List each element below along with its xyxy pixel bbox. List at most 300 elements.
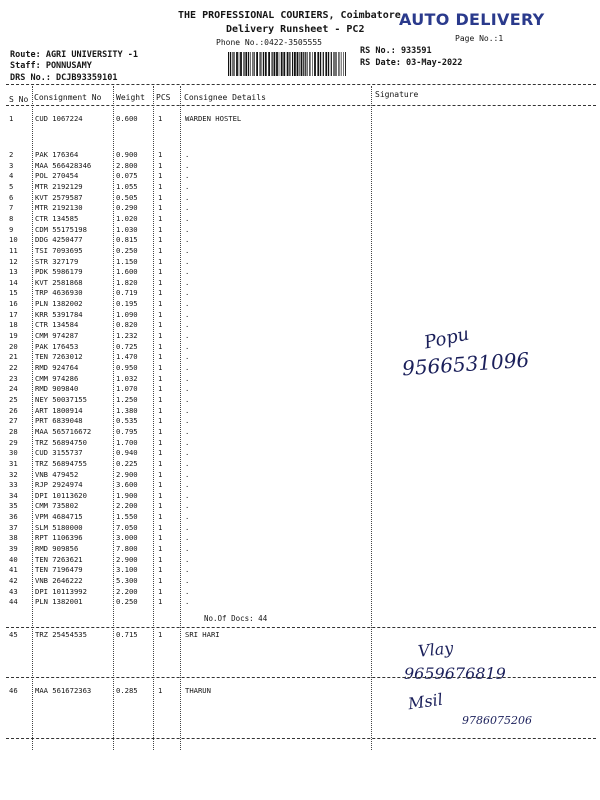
row-details: . (185, 469, 190, 479)
row-consignment: ART 1800914 (35, 405, 83, 415)
row-sno: 24 (9, 384, 18, 394)
row-consignment: MTR 2192129 (35, 181, 83, 191)
row-pcs: 1 (158, 394, 163, 404)
row-details: . (185, 192, 190, 202)
staff-label: Staff: PONNUSAMY (10, 61, 92, 71)
row-consignment: KVT 2581868 (35, 277, 83, 287)
row-details: . (185, 363, 190, 372)
row-consignment: NEY 50037155 (35, 394, 87, 404)
table-row (0, 193, 600, 204)
signature-phone: 9786075206 (462, 714, 532, 727)
row-consignment: VPM 4684715 (35, 512, 83, 522)
row-sno: 23 (9, 373, 18, 383)
table-row (0, 565, 600, 576)
row-pcs: 1 (158, 458, 163, 468)
row-weight: 5.300 (116, 576, 138, 585)
row-details: . (185, 448, 190, 458)
group-divider (6, 677, 596, 678)
row-details: . (185, 426, 190, 436)
row-sno: 19 (9, 331, 18, 341)
row-consignment: DPI 10113620 (35, 490, 87, 500)
row-consignment: CDM 55175198 (35, 224, 87, 234)
row-weight: 0.250 (116, 245, 138, 255)
row-details: . (185, 288, 190, 298)
row-weight: 0.505 (116, 192, 138, 202)
row-sno: 16 (9, 299, 18, 309)
row-consignment: DPI 10113992 (35, 586, 87, 596)
table-row (0, 597, 600, 608)
row-details: . (185, 533, 190, 543)
row-details: . (185, 150, 190, 159)
signature-name: Vlay (417, 638, 455, 661)
row-pcs: 1 (158, 469, 163, 479)
table-row (0, 491, 600, 502)
table-row (0, 374, 600, 385)
row-pcs: 1 (158, 522, 163, 532)
table-row (0, 406, 600, 417)
row-consignment: POL 270454 (35, 171, 79, 181)
row-details: SRI HARI (185, 630, 220, 639)
row-pcs: 1 (158, 277, 163, 287)
row-weight: 3.000 (116, 533, 138, 543)
row-sno: 44 (9, 597, 18, 607)
row-pcs: 1 (158, 576, 163, 585)
row-pcs: 1 (158, 437, 163, 447)
table-row (0, 427, 600, 438)
row-sno: 34 (9, 490, 18, 500)
col-signature: Signature (375, 90, 419, 99)
page-number: Page No.:1 (455, 34, 504, 43)
row-weight: 2.200 (116, 501, 138, 511)
table-row (0, 470, 600, 481)
row-consignment: CUD 3155737 (35, 448, 83, 458)
table-row (0, 587, 600, 598)
row-consignment: VNB 479452 (35, 469, 79, 479)
row-weight: 1.470 (116, 352, 138, 362)
row-pcs: 1 (158, 416, 163, 426)
table-row (0, 459, 600, 470)
row-consignment: TEN 7263621 (35, 554, 83, 564)
table-row (0, 686, 600, 697)
row-consignment: CMM 974286 (35, 373, 79, 383)
row-pcs: 1 (158, 245, 163, 255)
row-details: . (185, 501, 190, 511)
table-row (0, 512, 600, 523)
row-consignment: TEN 7263012 (35, 352, 83, 362)
row-details: . (185, 373, 190, 383)
row-pcs: 1 (158, 405, 163, 415)
row-sno: 22 (9, 363, 18, 372)
table-row (0, 416, 600, 427)
row-sno: 4 (9, 171, 14, 181)
table-row (0, 267, 600, 278)
drs-number: DRS No.: DCJB93359101 (10, 73, 118, 83)
row-weight: 1.550 (116, 512, 138, 522)
group-divider (6, 627, 596, 628)
row-consignment: CMM 974287 (35, 331, 79, 341)
col-details: Consignee Details (184, 93, 266, 102)
table-row (0, 395, 600, 406)
row-details: . (185, 341, 190, 351)
header-divider (6, 84, 596, 85)
row-details: . (185, 394, 190, 404)
row-pcs: 1 (158, 171, 163, 181)
company-name: THE PROFESSIONAL COURIERS, Coimbatore (178, 10, 401, 21)
row-details: WARDEN HOSTEL (185, 114, 242, 123)
row-weight: 0.725 (116, 341, 138, 351)
row-pcs: 1 (158, 150, 163, 159)
signature-phone: 9566531096 (401, 347, 530, 381)
row-pcs: 1 (158, 224, 163, 234)
table-row (0, 501, 600, 512)
row-consignment: CTR 134585 (35, 213, 79, 223)
row-pcs: 1 (158, 299, 163, 309)
row-sno: 32 (9, 469, 18, 479)
row-details: . (185, 203, 190, 213)
row-pcs: 1 (158, 373, 163, 383)
row-pcs: 1 (158, 288, 163, 298)
table-row (0, 299, 600, 310)
row-details: . (185, 544, 190, 554)
rs-date: RS Date: 03-May-2022 (360, 58, 463, 68)
row-consignment: VNB 2646222 (35, 576, 83, 585)
row-details: . (185, 522, 190, 532)
row-weight: 1.232 (116, 331, 138, 341)
row-sno: 12 (9, 256, 18, 266)
row-details: . (185, 512, 190, 522)
row-weight: 1.900 (116, 490, 138, 500)
route-label: Route: AGRI UNIVERSITY -1 (10, 50, 138, 60)
row-pcs: 1 (158, 544, 163, 554)
row-weight: 0.250 (116, 597, 138, 607)
table-row (0, 288, 600, 299)
row-consignment: TSI 7093695 (35, 245, 83, 255)
row-sno: 20 (9, 341, 18, 351)
row-pcs: 1 (158, 114, 163, 123)
row-consignment: DDG 4250477 (35, 235, 83, 245)
row-weight: 1.020 (116, 213, 138, 223)
row-weight: 7.050 (116, 522, 138, 532)
row-consignment: RMD 924764 (35, 363, 79, 372)
row-consignment: MTR 2192130 (35, 203, 83, 213)
row-details: . (185, 565, 190, 575)
row-pcs: 1 (158, 341, 163, 351)
row-consignment: CUD 1067224 (35, 114, 83, 123)
table-row (0, 225, 600, 236)
row-sno: 41 (9, 565, 18, 575)
row-consignment: KRR 5391784 (35, 309, 83, 319)
table-row (0, 114, 600, 125)
row-weight: 0.535 (116, 416, 138, 426)
row-weight: 1.090 (116, 309, 138, 319)
row-pcs: 1 (158, 565, 163, 575)
row-details: . (185, 309, 190, 319)
row-pcs: 1 (158, 309, 163, 319)
row-sno: 45 (9, 630, 18, 639)
row-sno: 26 (9, 405, 18, 415)
row-details: . (185, 299, 190, 309)
row-consignment: RMD 909840 (35, 384, 79, 394)
table-row (0, 555, 600, 566)
row-sno: 6 (9, 192, 14, 202)
row-consignment: KVT 2579587 (35, 192, 83, 202)
col-pcs: PCS (156, 93, 171, 102)
row-consignment: TRZ 25454535 (35, 630, 87, 639)
row-details: . (185, 213, 190, 223)
table-row (0, 480, 600, 491)
row-consignment: MAA 566428346 (35, 160, 92, 170)
row-weight: 0.795 (116, 426, 138, 436)
row-sno: 10 (9, 235, 18, 245)
row-sno: 36 (9, 512, 18, 522)
barcode-image (228, 52, 346, 76)
row-sno: 39 (9, 544, 18, 554)
row-consignment: SLM 5180000 (35, 522, 83, 532)
rs-number: RS No.: 933591 (360, 46, 432, 56)
row-pcs: 1 (158, 213, 163, 223)
table-row (0, 630, 600, 641)
row-pcs: 1 (158, 352, 163, 362)
docs-count: No.Of Docs: 44 (204, 614, 268, 623)
row-pcs: 1 (158, 490, 163, 500)
row-sno: 11 (9, 245, 18, 255)
row-sno: 31 (9, 458, 18, 468)
row-details: . (185, 267, 190, 277)
row-weight: 3.600 (116, 480, 138, 490)
row-sno: 7 (9, 203, 14, 213)
row-consignment: RPT 1106396 (35, 533, 83, 543)
row-consignment: TRZ 56894755 (35, 458, 87, 468)
table-row (0, 182, 600, 193)
row-details: . (185, 171, 190, 181)
row-details: . (185, 224, 190, 234)
table-row (0, 171, 600, 182)
row-consignment: CMM 735802 (35, 501, 79, 511)
table-row (0, 278, 600, 289)
row-weight: 0.950 (116, 363, 138, 372)
column-header-divider (6, 105, 596, 106)
row-details: . (185, 181, 190, 191)
row-weight: 0.940 (116, 448, 138, 458)
row-pcs: 1 (158, 160, 163, 170)
row-weight: 1.055 (116, 181, 138, 191)
row-weight: 1.150 (116, 256, 138, 266)
table-row (0, 257, 600, 268)
row-pcs: 1 (158, 554, 163, 564)
row-sno: 15 (9, 288, 18, 298)
row-consignment: RMD 909856 (35, 544, 79, 554)
row-weight: 0.285 (116, 686, 138, 695)
row-weight: 0.815 (116, 235, 138, 245)
row-sno: 30 (9, 448, 18, 458)
table-row (0, 533, 600, 544)
row-details: . (185, 490, 190, 500)
row-sno: 5 (9, 181, 14, 191)
row-pcs: 1 (158, 363, 163, 372)
row-pcs: 1 (158, 533, 163, 543)
row-consignment: PLN 1382001 (35, 597, 83, 607)
row-weight: 2.200 (116, 586, 138, 596)
col-sno: S No (9, 95, 29, 104)
row-sno: 9 (9, 224, 14, 234)
row-weight: 2.800 (116, 160, 138, 170)
row-pcs: 1 (158, 512, 163, 522)
row-details: . (185, 277, 190, 287)
row-pcs: 1 (158, 256, 163, 266)
row-details: . (185, 235, 190, 245)
row-sno: 25 (9, 394, 18, 404)
row-consignment: RJP 2924974 (35, 480, 83, 490)
row-details: . (185, 352, 190, 362)
row-details: . (185, 416, 190, 426)
table-row (0, 331, 600, 342)
col-weight: Weight (116, 93, 145, 102)
table-row (0, 523, 600, 534)
row-sno: 17 (9, 309, 18, 319)
row-details: . (185, 586, 190, 596)
row-sno: 8 (9, 213, 14, 223)
row-details: . (185, 160, 190, 170)
row-sno: 28 (9, 426, 18, 436)
table-row (0, 203, 600, 214)
row-consignment: TRZ 56894750 (35, 437, 87, 447)
row-sno: 1 (9, 114, 14, 123)
table-row (0, 235, 600, 246)
signature-name: Popu (422, 323, 472, 354)
row-pcs: 1 (158, 448, 163, 458)
row-details: . (185, 405, 190, 415)
row-pcs: 1 (158, 235, 163, 245)
row-sno: 3 (9, 160, 14, 170)
table-row (0, 438, 600, 449)
row-consignment: PRT 6839048 (35, 416, 83, 426)
col-consignment: Consignment No (34, 93, 102, 102)
row-details: . (185, 480, 190, 490)
row-details: . (185, 245, 190, 255)
row-consignment: PLN 1382002 (35, 299, 83, 309)
table-row (0, 150, 600, 161)
table-row (0, 448, 600, 459)
row-weight: 1.380 (116, 405, 138, 415)
row-details: . (185, 320, 190, 330)
row-sno: 35 (9, 501, 18, 511)
table-row (0, 544, 600, 555)
phone-number: Phone No.:0422-3505555 (216, 38, 322, 47)
row-weight: 1.030 (116, 224, 138, 234)
row-sno: 37 (9, 522, 18, 532)
row-weight: 0.225 (116, 458, 138, 468)
row-weight: 7.800 (116, 544, 138, 554)
row-consignment: TRP 4636930 (35, 288, 83, 298)
row-weight: 0.600 (116, 114, 138, 123)
row-sno: 38 (9, 533, 18, 543)
row-sno: 14 (9, 277, 18, 287)
row-weight: 3.100 (116, 565, 138, 575)
row-consignment: MAA 565716672 (35, 426, 92, 436)
row-details: . (185, 437, 190, 447)
row-pcs: 1 (158, 203, 163, 213)
row-pcs: 1 (158, 480, 163, 490)
row-details: . (185, 458, 190, 468)
row-weight: 1.250 (116, 394, 138, 404)
row-weight: 1.700 (116, 437, 138, 447)
row-pcs: 1 (158, 384, 163, 394)
table-row (0, 576, 600, 587)
row-consignment: PDK 5986179 (35, 267, 83, 277)
row-details: . (185, 554, 190, 564)
row-weight: 0.715 (116, 630, 138, 639)
row-pcs: 1 (158, 192, 163, 202)
row-weight: 0.290 (116, 203, 138, 213)
row-weight: 1.032 (116, 373, 138, 383)
row-pcs: 1 (158, 426, 163, 436)
row-details: . (185, 597, 190, 607)
table-row (0, 246, 600, 257)
row-pcs: 1 (158, 267, 163, 277)
row-pcs: 1 (158, 181, 163, 191)
signature-name: Msil (406, 689, 444, 714)
row-weight: 0.820 (116, 320, 138, 330)
row-sno: 27 (9, 416, 18, 426)
table-row (0, 161, 600, 172)
row-consignment: PAK 176364 (35, 150, 79, 159)
row-weight: 0.719 (116, 288, 138, 298)
row-weight: 2.900 (116, 554, 138, 564)
signature-phone: 9659676819 (404, 664, 506, 683)
row-weight: 1.820 (116, 277, 138, 287)
row-details: . (185, 384, 190, 394)
row-weight: 0.900 (116, 150, 138, 159)
row-sno: 42 (9, 576, 18, 585)
row-details: . (185, 331, 190, 341)
row-sno: 2 (9, 150, 14, 159)
row-consignment: MAA 561672363 (35, 686, 92, 695)
row-pcs: 1 (158, 597, 163, 607)
row-pcs: 1 (158, 586, 163, 596)
table-row (0, 214, 600, 225)
footer-divider (6, 738, 596, 739)
row-pcs: 1 (158, 331, 163, 341)
row-details: . (185, 256, 190, 266)
table-row (0, 310, 600, 321)
row-weight: 0.075 (116, 171, 138, 181)
row-pcs: 1 (158, 686, 163, 695)
row-sno: 40 (9, 554, 18, 564)
row-weight: 0.195 (116, 299, 138, 309)
row-pcs: 1 (158, 320, 163, 330)
row-details: THARUN (185, 686, 211, 695)
row-sno: 29 (9, 437, 18, 447)
row-consignment: CTR 134584 (35, 320, 79, 330)
table-row (0, 384, 600, 395)
row-sno: 18 (9, 320, 18, 330)
row-consignment: TEN 7196479 (35, 565, 83, 575)
row-sno: 43 (9, 586, 18, 596)
row-consignment: PAK 176453 (35, 341, 79, 351)
row-sno: 46 (9, 686, 18, 695)
row-pcs: 1 (158, 630, 163, 639)
document-title: Delivery Runsheet - PC2 (226, 24, 365, 35)
row-pcs: 1 (158, 501, 163, 511)
row-weight: 2.900 (116, 469, 138, 479)
row-consignment: STR 327179 (35, 256, 79, 266)
row-weight: 1.600 (116, 267, 138, 277)
row-details: . (185, 576, 190, 585)
row-weight: 1.070 (116, 384, 138, 394)
row-sno: 21 (9, 352, 18, 362)
row-sno: 13 (9, 267, 18, 277)
row-sno: 33 (9, 480, 18, 490)
